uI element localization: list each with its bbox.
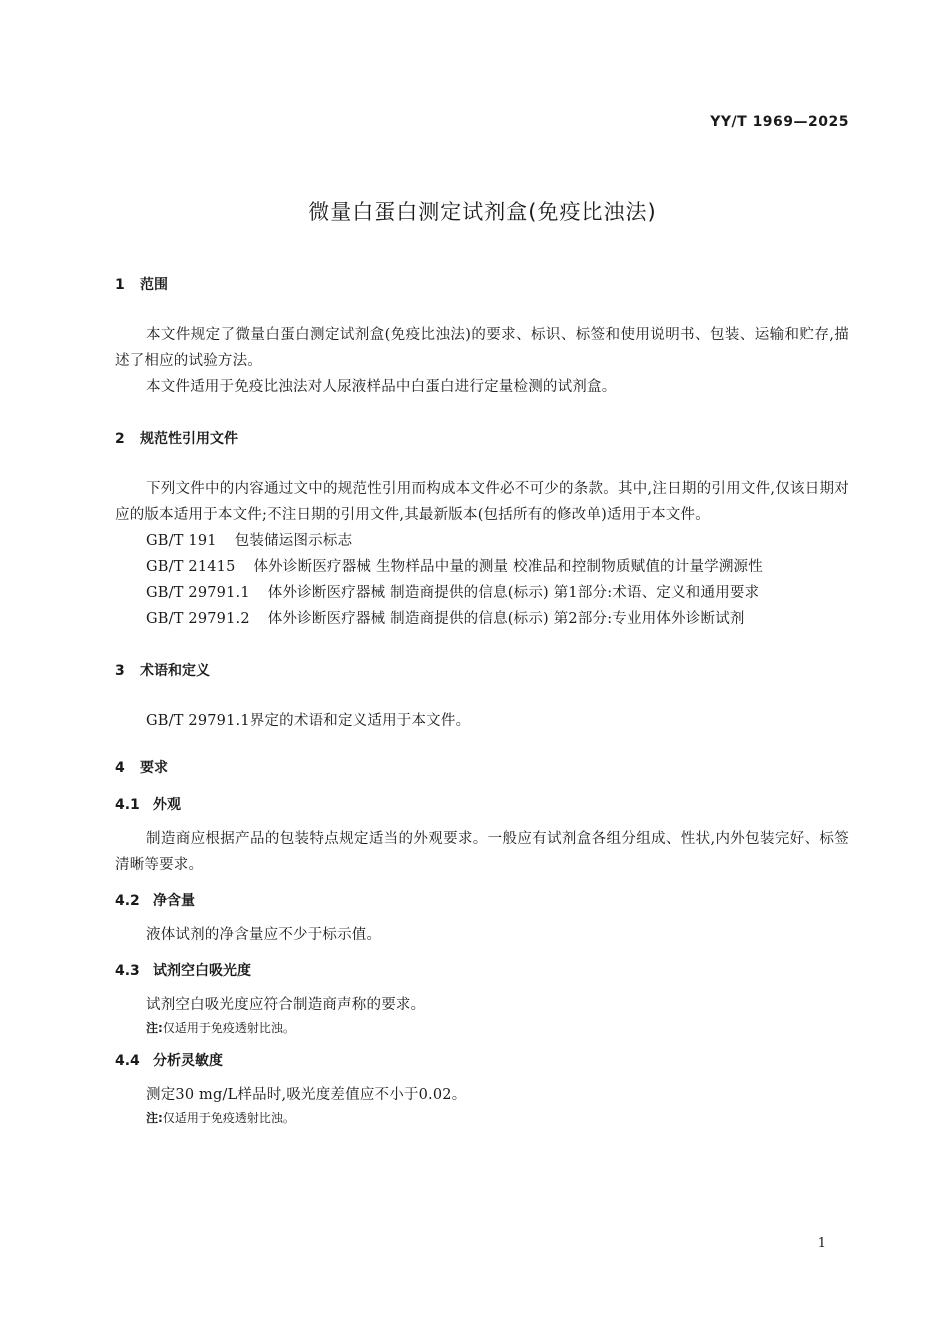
paragraph: 本文件适用于免疫比浊法对人尿液样品中白蛋白进行定量检测的试剂盒。 [146, 379, 617, 395]
section-number: 1 [115, 277, 125, 293]
subsection-title: 分析灵敏度 [153, 1053, 223, 1069]
reference-code: GB/T 191 [146, 533, 217, 549]
paragraph: GB/T 29791.1界定的术语和定义适用于本文件。 [146, 713, 471, 729]
reference-title: 包装储运图示标志 [234, 533, 353, 549]
reference-item [115, 606, 849, 632]
subsection-heading-reagent-blank [115, 958, 849, 984]
section-title: 范围 [140, 277, 168, 293]
document-title: 微量白蛋白测定试剂盒(免疫比浊法) [308, 200, 657, 224]
section-title: 规范性引用文件 [140, 431, 238, 447]
subsection-title: 净含量 [153, 893, 195, 909]
reference-code: GB/T 21415 [146, 559, 236, 575]
note [115, 1018, 849, 1038]
reference-title: 体外诊断医疗器械 制造商提供的信息(标示) 第1部分:术语、定义和通用要求 [267, 585, 760, 601]
paragraph: 本文件规定了微量白蛋白测定试剂盒(免疫比浊法)的要求、标识、标签和使用说明书、包装、运输和贮存,描述了相应的试验方法。 [115, 327, 849, 369]
paragraph: 下列文件中的内容通过文中的规范性引用而构成本文件必不可少的条款。其中,注日期的引用文件,仅该日期对应的版本适用于本文件;不注日期的引用文件,其最新版本(包括所有的修改单)适用于本文件。 [115, 481, 849, 523]
reference-item [115, 528, 849, 554]
paragraph: 液体试剂的净含量应不少于标示值。 [146, 927, 382, 943]
reference-title: 体外诊断医疗器械 制造商提供的信息(标示) 第2部分:专业用体外诊断试剂 [267, 611, 745, 627]
section-title: 要求 [140, 760, 168, 776]
reference-item [115, 554, 849, 580]
section-heading-requirements [115, 755, 849, 781]
subsection-number: 4.3 [115, 963, 140, 979]
note-label: 注: [146, 1111, 163, 1125]
section-heading-scope [115, 272, 849, 298]
reference-code: GB/T 29791.1 [146, 585, 250, 601]
note-text: 仅适用于免疫透射比浊。 [162, 1111, 295, 1125]
paragraph: 制造商应根据产品的包装特点规定适当的外观要求。一般应有试剂盒各组分组成、性状,内外包装完好、标签清晰等要求。 [115, 831, 849, 873]
section-heading-normative-references [115, 426, 849, 452]
section-title: 术语和定义 [140, 663, 210, 679]
section-number: 2 [115, 431, 125, 447]
document-body [115, 272, 849, 1128]
subsection-title: 外观 [153, 797, 181, 813]
reference-item [115, 580, 849, 606]
section-number: 4 [115, 760, 125, 776]
section-number: 3 [115, 663, 125, 679]
subsection-heading-net-content [115, 888, 849, 914]
reference-code: GB/T 29791.2 [146, 611, 250, 627]
subsection-heading-appearance [115, 792, 849, 818]
subsection-heading-sensitivity [115, 1048, 849, 1074]
standard-number: YY/T 1969—2025 [710, 114, 849, 130]
reference-title: 体外诊断医疗器械 生物样品中量的测量 校准品和控制物质赋值的计量学溯源性 [253, 559, 763, 575]
paragraph: 测定30 mg/L样品时,吸光度差值应不小于0.02。 [146, 1087, 467, 1103]
note-label: 注: [146, 1021, 163, 1035]
subsection-number: 4.2 [115, 893, 140, 909]
note [115, 1108, 849, 1128]
subsection-title: 试剂空白吸光度 [153, 963, 251, 979]
page-number: 1 [817, 1236, 826, 1251]
subsection-number: 4.4 [115, 1053, 140, 1069]
note-text: 仅适用于免疫透射比浊。 [162, 1021, 295, 1035]
paragraph: 试剂空白吸光度应符合制造商声称的要求。 [146, 997, 426, 1013]
section-heading-terms [115, 658, 849, 684]
subsection-number: 4.1 [115, 797, 140, 813]
